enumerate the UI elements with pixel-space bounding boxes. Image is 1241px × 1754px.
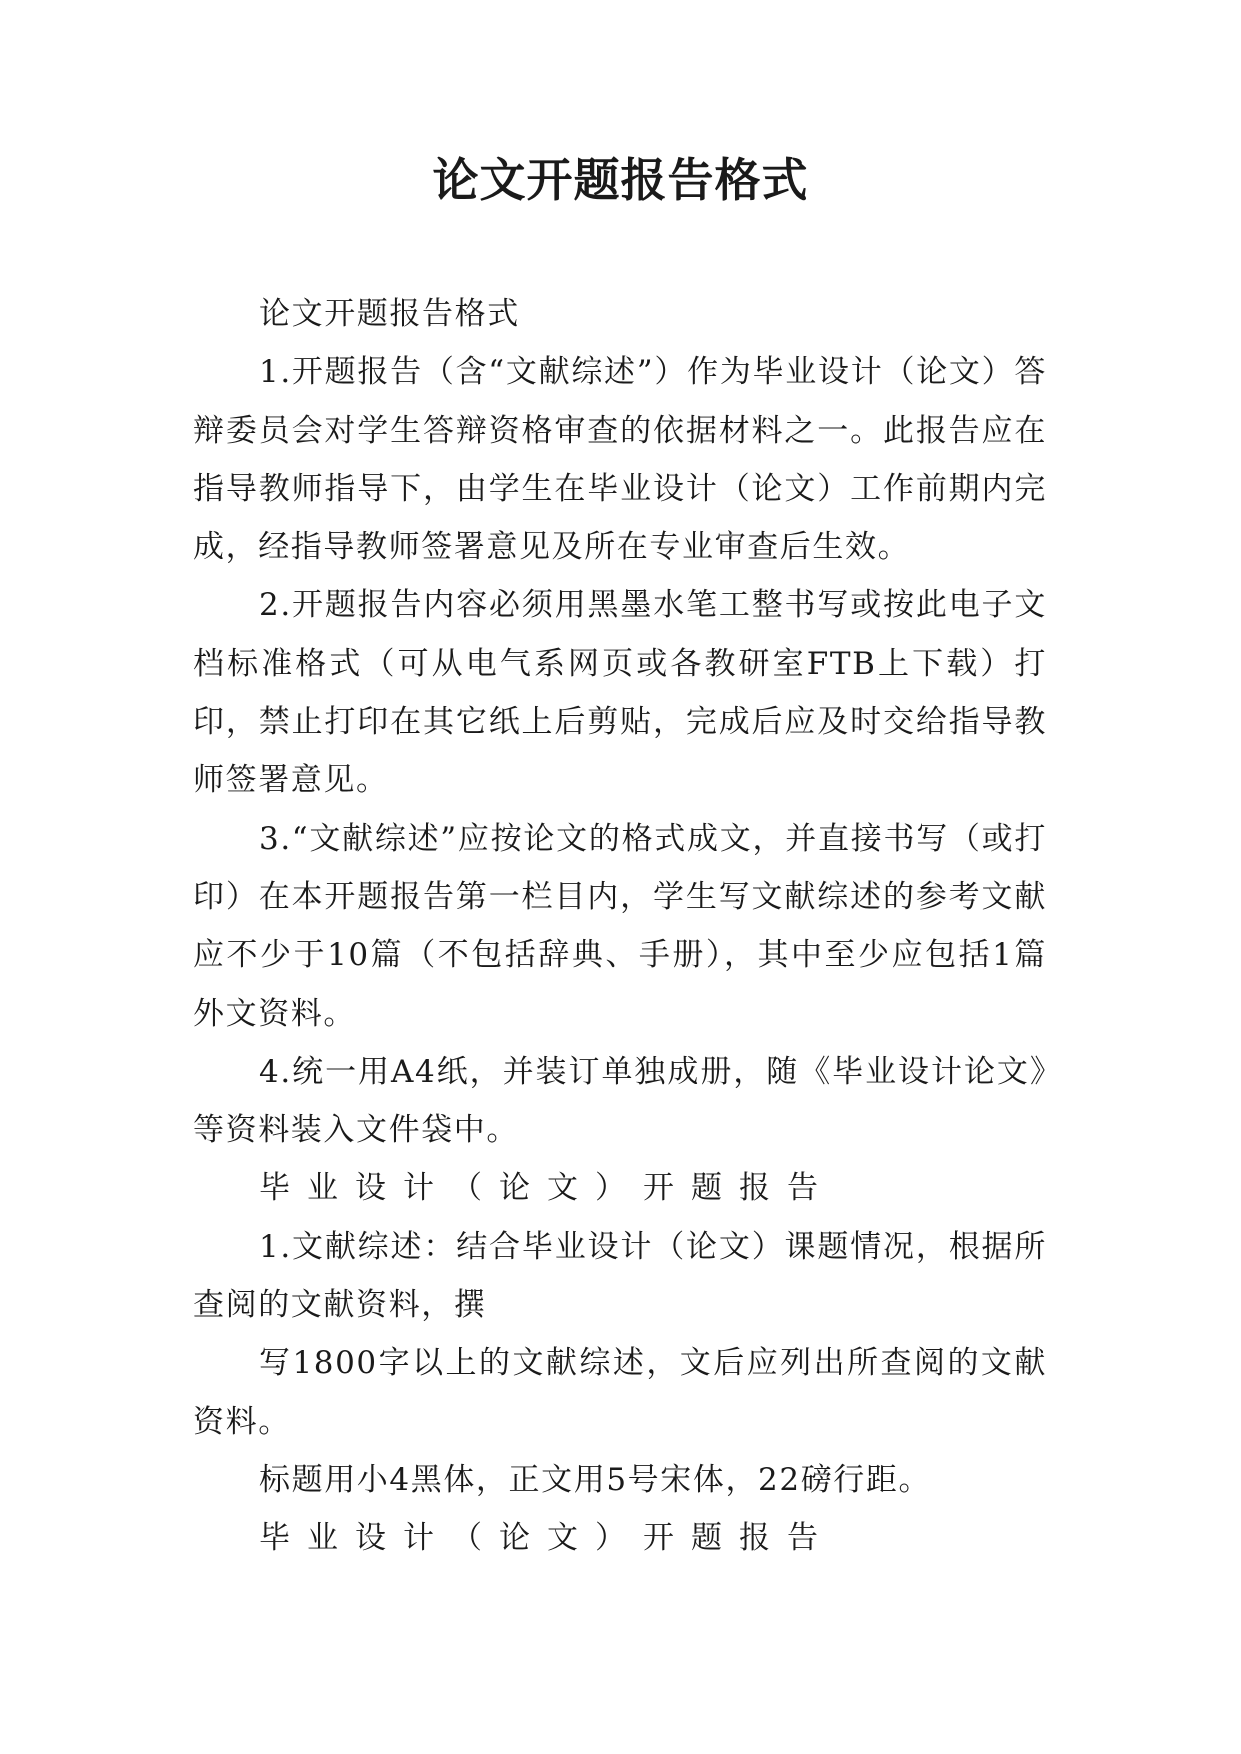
section-heading-repeat: 毕业设计（论文）开题报告 — [259, 1520, 835, 1557]
paragraph-format-note: 标题用小4黑体，正文用5号宋体，22磅行距。 — [259, 1461, 932, 1498]
paragraph-item-1: 1.开题报告（含“文献综述”）作为毕业设计（论文）答辩委员会对学生答辩资格审查的依据材料之一。此报告应在指导教师指导下，由学生在毕业设计（论文）工作前期内完成，经指导教师签署意见及所在专业审查后生效。 — [193, 354, 1047, 566]
paragraph-item-3: 3.“文献综述”应按论文的格式成文，并直接书写（或打印）在本开题报告第一栏目内，学生写文献综述的参考文献应不少于10篇（不包括辞典、手册），其中至少应包括1篇外文资料。 — [193, 820, 1047, 1032]
paragraph-literature-requirement: 写1800字以上的文献综述，文后应列出所查阅的文献资料。 — [193, 1345, 1047, 1440]
document-title: 论文开题报告格式 — [432, 153, 809, 207]
paragraph-item-4: 4.统一用A4纸，并装订单独成册，随《毕业设计论文》等资料装入文件袋中。 — [193, 1053, 1047, 1149]
section-heading: 毕业设计（论文）开题报告 — [259, 1170, 835, 1207]
paragraph-heading: 论文开题报告格式 — [259, 296, 520, 332]
paragraph-item-2: 2.开题报告内容必须用黑墨水笔工整书写或按此电子文档标准格式（可从电气系网页或各教研室FTB上下载）打印，禁止打印在其它纸上后剪贴，完成后应及时交给指导教师签署意见。 — [193, 587, 1047, 799]
paragraph-literature-review: 1.文献综述：结合毕业设计（论文）课题情况，根据所查阅的文献资料，撰 — [193, 1228, 1047, 1324]
document-body — [193, 285, 1047, 1568]
